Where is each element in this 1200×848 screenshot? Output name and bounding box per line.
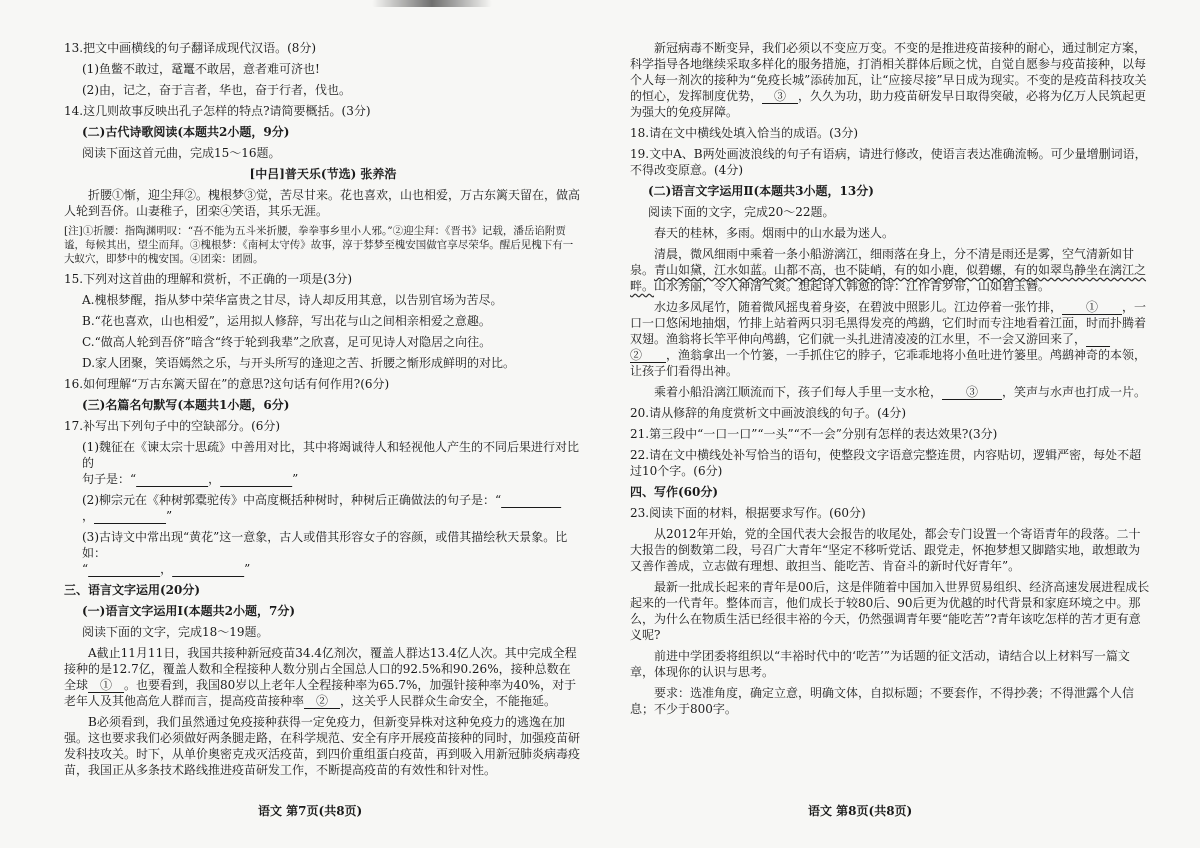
guilin-paragraph-4 — [630, 384, 1150, 400]
blank-3-number: ③ — [774, 89, 787, 103]
blank-2-number: ② — [316, 694, 329, 708]
question-15-option-b: B.“花也喜欢，山也相爱”，运用拟人修辞，写出花与山之间相亲相爱之意趣。 — [82, 314, 491, 328]
blank-r1[interactable] — [1062, 300, 1122, 314]
answer-blank[interactable] — [94, 509, 166, 523]
question-19: 19.文中A、B两处画波浪线的句子有语病，请进行修改，使语言表达准确流畅。可少量增删词语，不得改变原意。(4分) — [630, 147, 1147, 177]
question-21: 21.第三段中“一口一口”“一头”“不一会”分别有怎样的表达效果?(3分) — [630, 427, 998, 441]
question-16: 16.如何理解“万古东篱天留在”的意思?这句话有何作用?(6分) — [64, 377, 390, 391]
question-15-option-c: C.“做高人轮到吾侪”暗含“终于轮到我辈”之欣喜，足可见诗人对隐居之向往。 — [82, 335, 492, 349]
question-17-item-1 — [64, 439, 582, 487]
passage-continued — [630, 40, 1150, 120]
section-poetry-instruction: 阅读下面这首元曲，完成15～16题。 — [82, 146, 281, 160]
material-paragraph-2: 最新一批成长起来的青年是00后，这是伴随着中国加入世界贸易组织、经济高速发展进程成长起来的一代青年。整体而言，他们成长于较80后、90后更为优越的时代背景和家庭环境之中。那么，为什么在物质生活已经很丰裕的今天，仍然强调青年要“能吃苦”?青年该吃怎样的苦才更有意义呢? — [630, 580, 1150, 642]
material-paragraph-1: 从2012年开始，党的全国代表大会报告的收尾处，都会专门设置一个寄语青年的段落。二十大报告的倒数第二段，号召广大青年“坚定不移听党话、跟党走，怀抱梦想又脚踏实地，敢想敢为又善作善成，立志做有理想、敢担当、能吃苦、肯奋斗的新时代好青年”。 — [630, 527, 1141, 573]
page-8-column — [630, 40, 1150, 722]
page-8-footer: 语文 第8页(共8页) — [808, 804, 913, 818]
guilin-p3-part-3: ，渔翁拿出一个竹篓，一手抓住它的脖子，它乖乖地将小鱼吐进竹篓里。鸬鹚神奇的本领，让孩子们看得出神。 — [630, 348, 1147, 378]
part-3-title: 三、语言文字运用(20分) — [64, 583, 201, 597]
question-22: 22.请在文中横线处补写恰当的语句，使整段文字语意完整连贯，内容贴切，逻辑严密，每处不超过10个字。(6分) — [630, 448, 1142, 478]
answer-blank[interactable] — [136, 472, 208, 486]
question-15: 15.下列对这首曲的理解和赏析，不正确的一项是(3分) — [64, 272, 353, 286]
blank-3[interactable] — [762, 89, 798, 103]
question-14: 14.这几则故事反映出孔子怎样的特点?请简要概括。(3分) — [64, 104, 371, 118]
passage-a-part-3: ，这关乎人民群众生命安全，不能拖延。 — [340, 694, 557, 708]
question-13-item-1: (1)鱼鳖不敢过，鼋鼍不敢居，意者难可济也! — [82, 62, 320, 76]
passage-a — [64, 645, 582, 709]
material-paragraph-3: 前进中学团委将组织以“丰裕时代中的‘吃苦’”为话题的征文活动，请结合以上材料写一篇文章，体现你的认识与思考。 — [630, 649, 1130, 679]
blank-2[interactable] — [304, 694, 340, 708]
poem-title: [中吕]普天乐(节选) 张养浩 — [249, 167, 397, 181]
section-dictation-title: (三)名篇名句默写(本题共1小题，6分) — [82, 398, 290, 412]
guilin-p2-part-3: 山水秀丽，令人神清气爽。想起诗人韩愈的诗：江作青罗带，山如碧玉簪。 — [654, 279, 1051, 293]
q17-3-comma: ， — [160, 562, 173, 576]
part-4-title: 四、写作(60分) — [630, 485, 719, 499]
question-18: 18.请在文中横线处填入恰当的成语。(3分) — [630, 126, 859, 140]
q17-3-close: ” — [244, 562, 251, 576]
poem-notes: [注]①折腰：指陶渊明叹：“吾不能为五斗米折腰，拳拳事乡里小人邪。”②迎尘拜：《晋书》记载，潘岳谄附贾谧，每候其出，望尘而拜。③槐根梦：《南柯太守传》故事，淳于棼梦至槐安国做官享尽荣华。醒后见槐下有一大蚁穴，即梦中的槐安国。④团栾：团圆。 — [64, 225, 574, 265]
question-23: 23.阅读下面的材料，根据要求写作。(60分) — [630, 506, 866, 520]
blank-1[interactable] — [88, 678, 124, 692]
subsection-2-instruction: 阅读下面的文字，完成20～22题。 — [648, 205, 835, 219]
guilin-p4-part-2: ，笑声与水声也打成一片。 — [1002, 385, 1147, 399]
blank-r2-number: ② — [630, 348, 643, 362]
subsection-1-instruction: 阅读下面的文字，完成18～19题。 — [82, 625, 269, 639]
answer-blank[interactable] — [501, 493, 561, 507]
passage-a-part-1: A截止11月11日，我国共接种新冠疫苗34.4亿剂次，覆盖人群达13.4亿人次。其中完成全程接种的是12.7亿，覆盖人数和全程接种人数分别占全国总人口的92.5%和90.26%，接种总数在全球 — [64, 646, 577, 692]
poem-text: 折腰①惭，迎尘拜②。槐根梦③觉，苦尽甘来。花也喜欢，山也相爱，万古东篱天留在，做高人轮到吾侪。山妻稚子，团栾④笑语，其乐无涯。 — [64, 188, 581, 218]
guilin-p4-part-1: 乘着小船沿漓江顺流而下，孩子们每人手里一支水枪， — [654, 385, 943, 399]
passage-a-part-2: 。也要看到，我国80岁以上老年人全程接种率为65.7%，加强针接种率为40%，对于老年人及其他高危人群而言，提高疫苗接种率 — [64, 678, 577, 708]
subsection-2-title: (二)语言文字运用Ⅱ(本题共3小题，13分) — [648, 184, 874, 198]
q17-1-lead: 句子是：“ — [82, 472, 137, 486]
passage-b: B必须看到，我们虽然通过免疫接种获得一定免疫力，但新变异株对这种免疫力的逃逸在加强。这也要求我们必须做好两条腿走路，在科学规范、安全有序开展疫苗接种的同时，加强疫苗研发科技攻关。时下，从单价奥密克戎灭活疫苗，到四价重组蛋白疫苗，再到吸入用新冠肺炎病毒疫苗，我国正从多条技术路线推进疫苗研发工作，不断提高疫苗的有效性和针对性。 — [64, 715, 581, 777]
answer-blank[interactable] — [172, 562, 244, 576]
question-15-option-a: A.槐根梦醒，指从梦中荣华富贵之甘尽，诗人却反用其意，以告别官场为苦尽。 — [82, 293, 503, 307]
q17-2-close: ” — [166, 509, 173, 523]
q17-3-open: “ — [82, 562, 89, 576]
guilin-p2-part-1: 清晨，微风细雨中乘着一条小船游漓江，细雨落在身上，分不清是雨还是雾，空气清新如甘泉。 — [630, 247, 1135, 277]
section-poetry-title: (二)古代诗歌阅读(本题共2小题，9分) — [82, 125, 290, 139]
q17-3-text: (3)古诗文中常出现“黄花”这一意象，古人或借其形容女子的容颜，或借其描绘秋天景象。比如： — [82, 530, 568, 560]
guilin-p3-part-2: ，一口一口悠闲地抽烟，竹排上站着两只羽毛黑得发亮的鸬鹚，它们时而专注地看着江面，时而扑腾着双翅。渔翁将长竿平伸向鸬鹚，它们就一头扎进清凌凌的江水里，不一会又游回来了， — [630, 300, 1147, 346]
question-17-item-2 — [64, 492, 582, 524]
question-15-option-d: D.家人团聚，笑语嫣然之乐，与开头所写的逢迎之苦、折腰之惭形成鲜明的对比。 — [82, 356, 516, 370]
page-7-column — [64, 40, 582, 783]
blank-r3[interactable] — [942, 385, 1002, 399]
q17-2-comma: ， — [82, 509, 95, 523]
question-13: 13.把文中画横线的句子翻译成现代汉语。(8分) — [64, 41, 317, 55]
guilin-p2-wavy-sentence: 青山如黛，江水如蓝。山都不高，也不陡峭，有的如小鹿，似碧螺，有的如翠鸟静坐在漓江之畔。 — [630, 263, 1147, 293]
q17-1-comma: ， — [208, 472, 221, 486]
page-7-footer: 语文 第7页(共8页) — [258, 804, 363, 818]
q17-2-text: (2)柳宗元在《种树郭橐驼传》中高度概括种树时，种树后正确做法的句子是：“ — [82, 493, 502, 507]
scan-mark — [372, 0, 492, 7]
guilin-paragraph-1: 春天的桂林，多雨。烟雨中的山水最为迷人。 — [654, 226, 895, 240]
question-20: 20.请从修辞的角度赏析文中画波浪线的句子。(4分) — [630, 406, 907, 420]
question-17-item-3 — [64, 529, 582, 577]
q17-1-text: (1)魏征在《谏太宗十思疏》中善用对比，其中将竭诚待人和轻视他人产生的不同后果进行对比的 — [82, 440, 580, 470]
writing-requirements: 要求：选准角度，确定立意，明确文体，自拟标题；不要套作，不得抄袭；不得泄露个人信息；不少于800字。 — [630, 686, 1135, 716]
question-17: 17.补写出下列句子中的空缺部分。(6分) — [64, 419, 281, 433]
passage-continued-part-2: ，久久为功，助力疫苗研发早日取得突破，必将为亿万人民筑起更为强大的免疫屏障。 — [630, 89, 1147, 119]
guilin-paragraph-2 — [630, 246, 1150, 294]
guilin-p3-part-1: 水边多凤尾竹，随着微风摇曳着身姿，在碧波中照影儿。江边停着一张竹排， — [654, 300, 1063, 314]
subsection-1-title: (一)语言文字运用Ⅰ(本题共2小题，7分) — [82, 604, 296, 618]
answer-blank[interactable] — [88, 562, 160, 576]
blank-r1-number: ① — [1086, 300, 1099, 314]
answer-blank[interactable] — [220, 472, 292, 486]
blank-1-number: ① — [100, 678, 113, 692]
guilin-paragraph-3 — [630, 299, 1150, 379]
passage-continued-part-1: 新冠病毒不断变异，我们必须以不变应万变。不变的是推进疫苗接种的耐心，通过制定方案，科学指导各地继续采取多样化的服务措施，打消相关群体后顾之忧，自觉自愿参与疫苗接种，以每个人每一剂次的接种为“免疫长城”添砖加瓦，让“应接尽接”早日成为现实。不变的是疫苗科技攻关的恒心，发挥制度优势， — [630, 41, 1147, 103]
q17-1-close: ” — [292, 472, 299, 486]
question-13-item-2: (2)由，记之，奋于言者，华也，奋于行者，伐也。 — [82, 83, 351, 97]
blank-r3-number: ③ — [966, 385, 979, 399]
